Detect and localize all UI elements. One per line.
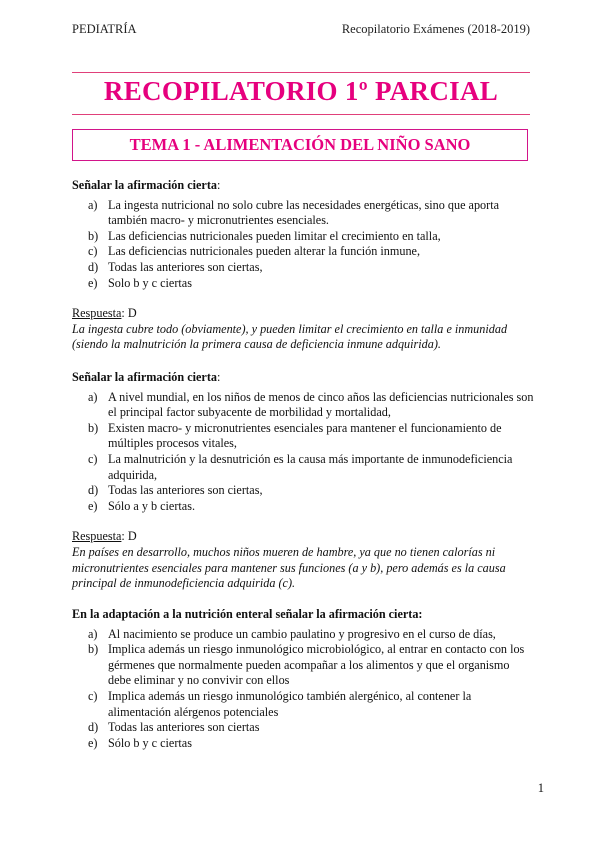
- option-b: b) Las deficiencias nutricionales pueden limitar el crecimiento en talla,: [88, 228, 441, 243]
- answer: Respuesta: D: [72, 529, 137, 544]
- title-bottom-rule: [72, 114, 530, 115]
- topic-box: [72, 129, 528, 161]
- option-d: d) Todas las anteriores son ciertas,: [88, 259, 263, 274]
- question-prompt: Señalar la afirmación cierta:: [72, 178, 221, 192]
- option-a: a) Al nacimiento se produce un cambio paulatino y progresivo en el curso de días,: [88, 626, 496, 641]
- question-block-1: [72, 178, 534, 353]
- header-right: Recopilatorio Exámenes (2018-2019): [341, 22, 530, 36]
- options-list: [72, 627, 534, 752]
- option-d: d) Todas las anteriores son ciertas,: [88, 483, 263, 498]
- answer: Respuesta: D: [72, 306, 137, 321]
- option-c: c) Las deficiencias nutricionales pueden alterar la función inmune,: [88, 244, 421, 259]
- option-a: a) A nivel mundial, en los niños de menos de cinco años las deficiencias nutricionales son el principal factor subyacente de morbilidad y mortalidad,: [88, 389, 534, 420]
- option-c: c) La malnutrición y la desnutrición es la causa más importante de inmunodeficiencia adquirida,: [88, 451, 513, 482]
- option-e: e) Solo b y c ciertas: [88, 275, 192, 290]
- question-block-2: [72, 370, 534, 592]
- page-number: 1: [537, 781, 544, 795]
- option-b: b) Implica además un riesgo inmunológico microbiológico, al entrar en contacto con los gérmenes que normalmente pueden acompañar a los alimentos y que el organismo debe eliminar y no convivir con ellos: [88, 642, 525, 688]
- option-e: e) Sólo a y b ciertas.: [88, 498, 195, 513]
- option-b: b) Existen macro- y micronutrientes esenciales para mantener el funcionamiento de múltiples procesos vitales,: [88, 420, 502, 451]
- option-d: d) Todas las anteriores son ciertas: [88, 720, 260, 735]
- header-left: PEDIATRÍA: [72, 22, 137, 36]
- question-block-3: [72, 607, 534, 751]
- question-prompt: Señalar la afirmación cierta:: [72, 370, 221, 384]
- title-top-rule: [72, 72, 530, 73]
- options-list: [72, 390, 534, 515]
- answer-explanation: La ingesta cubre todo (obviamente), y pueden limitar el crecimiento en talla e inmunidad (siendo la malnutrición la primera causa de deficiencia inmune adquirida).: [72, 321, 508, 352]
- question-prompt: En la adaptación a la nutrición enteral señalar la afirmación cierta:: [72, 607, 423, 621]
- option-e: e) Sólo b y c ciertas: [88, 735, 192, 750]
- options-list: [72, 198, 534, 292]
- page-title: RECOPILATORIO 1º PARCIAL: [103, 76, 499, 106]
- option-c: c) Implica además un riesgo inmunológico también alergénico, al contener la alimentación alérgenos potenciales: [88, 688, 472, 719]
- topic-title: TEMA 1 - ALIMENTACIÓN DEL NIÑO SANO: [129, 135, 471, 154]
- answer-explanation: En países en desarrollo, muchos niños mueren de hambre, ya que no tienen calorías ni micronutrientes esenciales para mantener sus funciones (a y b), pero además es la causa principal de inmunodeficiencia adquirida (c).: [72, 544, 506, 591]
- option-a: a) La ingesta nutricional no solo cubre las necesidades energéticas, sino que aporta también macro- y micronutrientes esenciales.: [88, 197, 499, 228]
